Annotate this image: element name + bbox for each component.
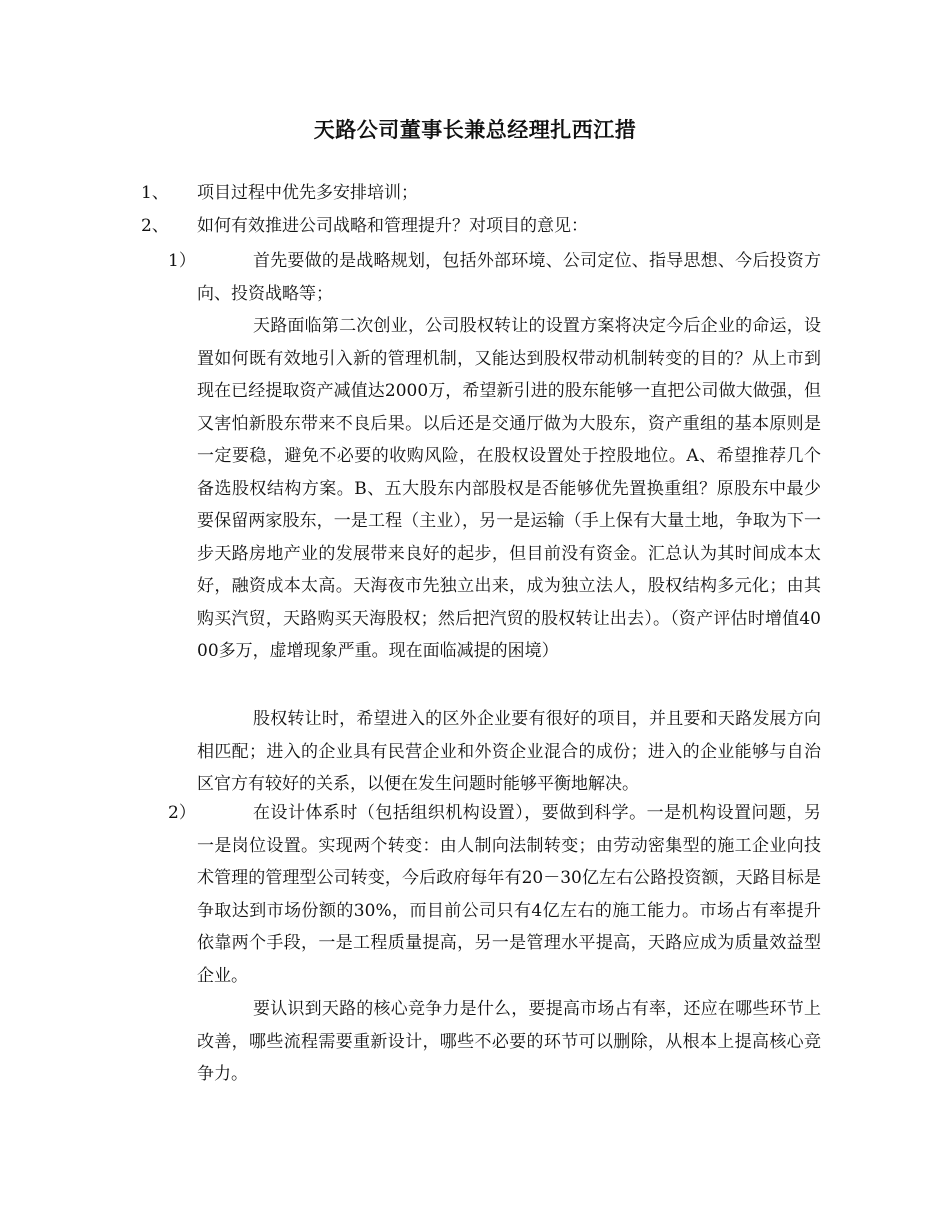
paragraph: 首先要做的是战略规划，包括外部环境、公司定位、指导思想、今后投资方向、投资战略等； xyxy=(197,251,821,304)
subitem-number: 1） xyxy=(168,251,196,271)
paragraph: 天路面临第二次创业，公司股权转让的设置方案将决定今后企业的命运，设置如何既有效地引入新的管理机制，又能达到股权带动机制转变的目的？从上市到现在已经提取资产减值达2000万，希望新引进的股东能够一直把公司做大做强，但又害怕新股东带来不良后果。以后还是交通厅做为大股东，资产重组的基本原则是一定要稳，避免不必要的收购风险，在股权设置处于控股地位。A、希望推荐几个备选股权结构方案。B、五大股东内部股权是否能够优先置换重组？原股东中最少要保留两家股东，一是工程（主业），另一是运输（手上保有大量土地，争取为下一步天路房地产业的发展带来良好的起步，但目前没有资金。汇总认为其时间成本太好，融资成本太高。天海夜市先独立出来，成为独立法人，股权结构多元化；由其购买汽贸，天路购买天海股权；然后把汽贸的股权转让出去）。（资产评估时增值4000多万，虚增现象严重。现在面临减提的困境） xyxy=(197,316,821,661)
subitem-number: 2） xyxy=(168,803,196,823)
paragraph: 在设计体系时（包括组织机构设置），要做到科学。一是机构设置问题，另一是岗位设置。实现两个转变：由人制向法制转变；由劳动密集型的施工企业向技术管理的管理型公司转变，今后政府每年有20－30亿左右公路投资额，天路目标是争取达到市场份额的30%，而目前公司只有4亿左右的施工能力。市场占有率提升依靠两个手段，一是工程质量提高，另一是管理水平提高，天路应成为质量效益型企业。 xyxy=(197,803,821,986)
item-text: 项目过程中优先多安排培训； xyxy=(197,183,418,203)
paragraph: 股权转让时，希望进入的区外企业要有很好的项目，并且要和天路发展方向相匹配；进入的企业具有民营企业和外资企业混合的成份；进入的企业能够与自治区官方有较好的关系，以便在发生问题时能够平衡地解决。 xyxy=(197,709,821,794)
paragraph: 要认识到天路的核心竞争力是什么，要提高市场占有率，还应在哪些环节上改善，哪些流程需要重新设计，哪些不必要的环节可以删除，从根本上提高核心竞争力。 xyxy=(197,999,821,1084)
item-number: 1、 xyxy=(141,183,169,203)
item-text: 如何有效推进公司战略和管理提升？对项目的意见： xyxy=(197,216,588,236)
item-number: 2、 xyxy=(141,216,169,236)
document-title: 天路公司董事长兼总经理扎西江措 xyxy=(313,117,637,142)
